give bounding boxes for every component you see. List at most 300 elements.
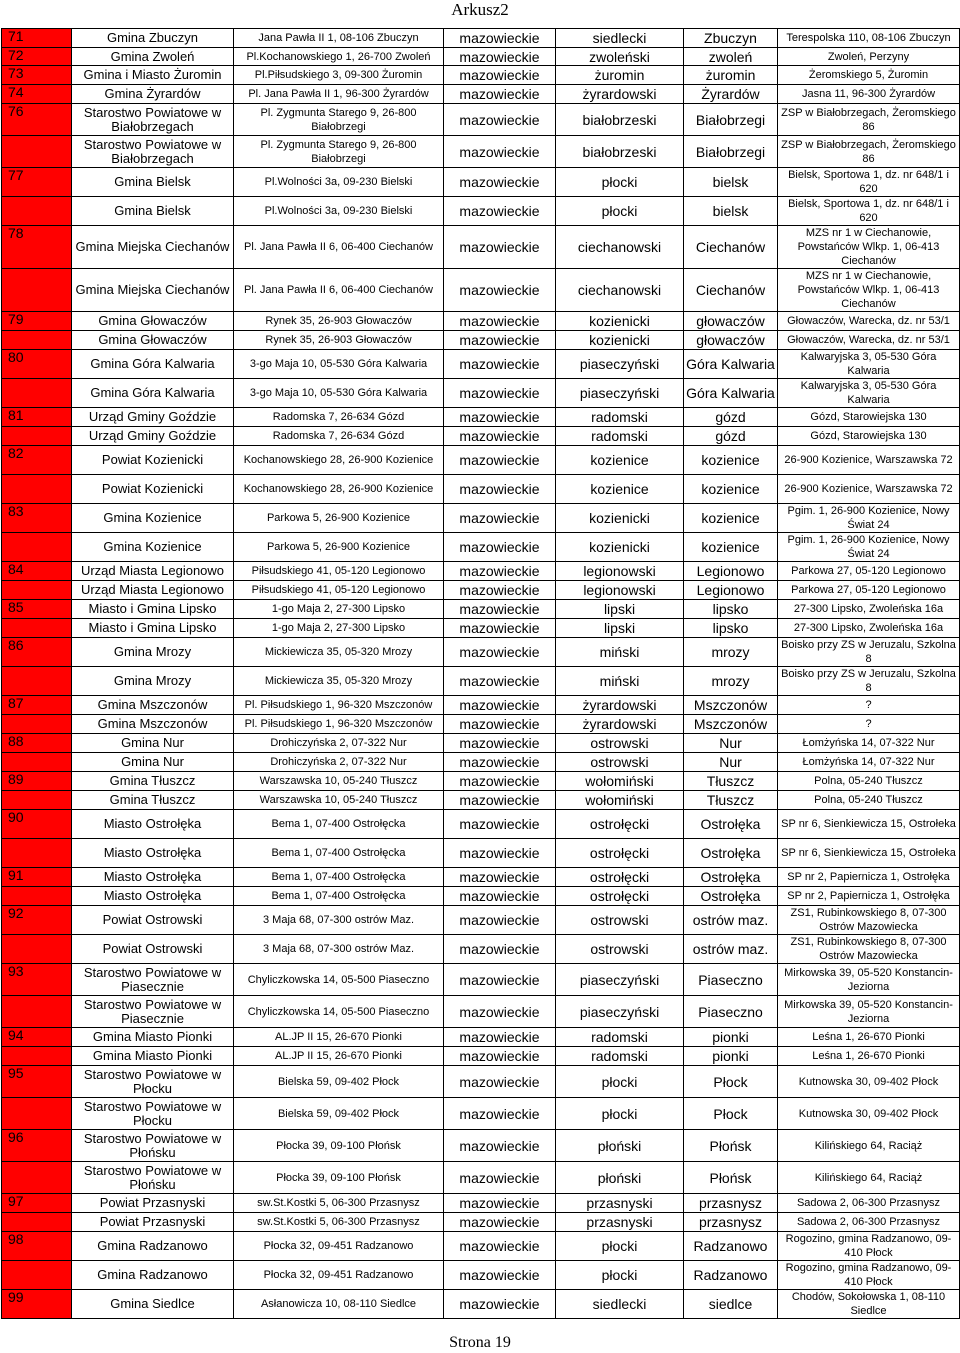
county-cell <box>556 1261 684 1290</box>
location: ? <box>865 718 872 730</box>
commune: Radzanowo <box>693 1238 768 1254</box>
row-number-cell <box>2 29 72 48</box>
entity-name-cell <box>72 197 234 226</box>
row-number-cell <box>2 791 72 810</box>
entity-address-cell <box>234 350 444 379</box>
location-cell <box>778 581 960 600</box>
entity-name: Gmina Kozienice <box>103 539 202 554</box>
county-cell <box>556 1098 684 1130</box>
location-cell <box>778 446 960 475</box>
county-cell <box>556 964 684 996</box>
row-number: 71 <box>8 28 24 44</box>
entity-name: Gmina Nur <box>121 735 184 750</box>
voivodeship-cell <box>444 839 556 868</box>
commune-cell <box>684 66 778 85</box>
table-row <box>2 1066 960 1098</box>
voivodeship: mazowieckie <box>459 510 540 526</box>
row-number: 90 <box>8 809 24 825</box>
voivodeship-cell <box>444 331 556 350</box>
table-row <box>2 427 960 446</box>
location: ? <box>865 699 872 711</box>
county-cell <box>556 85 684 104</box>
voivodeship: mazowieckie <box>459 869 540 885</box>
location: Kutnowska 30, 09-402 Płock <box>798 1107 939 1120</box>
commune-cell <box>684 168 778 197</box>
entity-name-cell <box>72 504 234 533</box>
commune: Ostrołęka <box>700 816 761 832</box>
location: Łomżyńska 14, 07-322 Nur <box>802 737 935 749</box>
entity-address-cell <box>234 734 444 753</box>
entity-name: Miasto i Gmina Lipsko <box>88 620 217 635</box>
row-number: 97 <box>8 1193 24 1209</box>
commune: Ciechanów <box>695 239 766 255</box>
entity-address: Kochanowskiego 28, 26-900 Kozienice <box>243 483 434 495</box>
county: miński <box>599 644 640 660</box>
voivodeship-cell <box>444 996 556 1028</box>
commune: Radzanowo <box>693 1267 768 1283</box>
table-row <box>2 1290 960 1319</box>
entity-address: Pl.Wolności 3a, 09-230 Bielski <box>264 205 413 217</box>
county-cell <box>556 996 684 1028</box>
location: SP nr 6, Sienkiewicza 15, Ostrołeka <box>781 818 956 830</box>
commune: przasnysz <box>698 1195 763 1211</box>
entity-address-cell <box>234 562 444 581</box>
commune: kozienice <box>701 539 760 555</box>
records-table <box>1 28 960 1319</box>
location-cell <box>778 408 960 427</box>
commune-cell <box>684 753 778 772</box>
commune: Góra Kalwaria <box>686 385 775 401</box>
location: Bielsk, Sportowa 1, dz. nr 648/1 i 620 <box>788 198 949 224</box>
row-number: 96 <box>8 1129 24 1145</box>
entity-name: Starostwo Powiatowe w Płocku <box>83 1066 222 1096</box>
location-cell <box>778 562 960 581</box>
county-cell <box>556 48 684 66</box>
voivodeship-cell <box>444 66 556 85</box>
table-row <box>2 1130 960 1162</box>
voivodeship: mazowieckie <box>459 481 540 497</box>
row-number-cell <box>2 379 72 408</box>
row-number: 95 <box>8 1065 24 1081</box>
commune-cell <box>684 868 778 887</box>
county: piaseczyński <box>579 385 660 401</box>
commune: Ostrołęka <box>700 888 761 904</box>
location-cell <box>778 772 960 791</box>
row-number: 83 <box>8 503 24 519</box>
voivodeship: mazowieckie <box>459 1137 540 1154</box>
entity-address-cell <box>234 168 444 197</box>
entity-address: Pl. Zygmunta Starego 9, 26-800 Białobrzegi <box>260 138 417 165</box>
voivodeship-cell <box>444 906 556 935</box>
entity-address-cell <box>234 1098 444 1130</box>
entity-address: Asłanowicza 10, 08-110 Siedlce <box>260 1298 417 1310</box>
county-cell <box>556 1130 684 1162</box>
voivodeship: mazowieckie <box>459 174 540 190</box>
county-cell <box>556 350 684 379</box>
table-row <box>2 533 960 562</box>
entity-address: sw.St.Kostki 5, 06-300 Przasnysz <box>257 1216 420 1228</box>
row-number: 73 <box>8 65 24 81</box>
location-cell <box>778 810 960 839</box>
entity-name-cell <box>72 1162 234 1194</box>
table-row <box>2 226 960 269</box>
table-row <box>2 600 960 619</box>
entity-address-cell <box>234 964 444 996</box>
commune: Płock <box>713 1105 748 1122</box>
entity-name: Powiat Ostrowski <box>102 941 203 956</box>
entity-address-cell <box>234 1130 444 1162</box>
county: płoński <box>597 1137 642 1154</box>
voivodeship: mazowieckie <box>459 697 540 713</box>
county: płocki <box>601 174 638 190</box>
table-row <box>2 379 960 408</box>
voivodeship: mazowieckie <box>459 239 540 255</box>
entity-address: Bema 1, 07-400 Ostrołęcka <box>271 890 406 902</box>
entity-name: Gmina Mszczonów <box>97 716 208 731</box>
voivodeship-cell <box>444 48 556 66</box>
location: Parkowa 27, 05-120 Legionowo <box>791 565 946 577</box>
commune: Ostrołęka <box>700 869 761 885</box>
commune-cell <box>684 810 778 839</box>
location-cell <box>778 935 960 964</box>
location-cell <box>778 427 960 446</box>
voivodeship-cell <box>444 1261 556 1290</box>
location-cell <box>778 85 960 104</box>
commune-cell <box>684 197 778 226</box>
county: ostrowski <box>590 754 649 770</box>
county: radomski <box>591 1048 648 1064</box>
location: Parkowa 27, 05-120 Legionowo <box>791 584 946 596</box>
county-cell <box>556 427 684 446</box>
voivodeship: mazowieckie <box>459 716 540 732</box>
location: Polna, 05-240 Tłuszcz <box>814 794 923 806</box>
entity-name-cell <box>72 168 234 197</box>
county-cell <box>556 379 684 408</box>
row-number-cell <box>2 1194 72 1213</box>
row-number: 99 <box>8 1289 24 1305</box>
location: 27-300 Lipsko, Zwoleńska 16a <box>793 603 944 615</box>
county: lipski <box>603 601 636 617</box>
entity-name-cell <box>72 104 234 136</box>
row-number: 82 <box>8 445 24 461</box>
entity-address: Warszawska 10, 05-240 Tłuszcz <box>259 794 418 806</box>
entity-address-cell <box>234 197 444 226</box>
table-row <box>2 1047 960 1066</box>
entity-address: Drohiczyńska 2, 07-322 Nur <box>270 737 407 749</box>
commune: Białobrzegi <box>695 143 766 160</box>
county-cell <box>556 1213 684 1232</box>
row-number-cell <box>2 168 72 197</box>
voivodeship-cell <box>444 935 556 964</box>
commune-cell <box>684 1066 778 1098</box>
row-number: 89 <box>8 771 24 787</box>
location-cell <box>778 839 960 868</box>
commune-cell <box>684 600 778 619</box>
entity-name: Powiat Kozienicki <box>101 452 204 467</box>
entity-address-cell <box>234 85 444 104</box>
commune-cell <box>684 312 778 331</box>
row-number-cell <box>2 696 72 715</box>
location: Rogozino, gmina Radzanowo, 09-410 Płock <box>785 1262 952 1288</box>
voivodeship: mazowieckie <box>459 48 540 65</box>
table-row <box>2 1232 960 1261</box>
commune: Legionowo <box>696 563 765 579</box>
entity-name: Gmina Nur <box>121 754 184 769</box>
row-number-cell <box>2 562 72 581</box>
county-cell <box>556 408 684 427</box>
table-row <box>2 1261 960 1290</box>
commune: głowaczów <box>696 313 765 329</box>
voivodeship-cell <box>444 868 556 887</box>
entity-name: Gmina Kozienice <box>103 510 202 525</box>
entity-address: Bema 1, 07-400 Ostrołęcka <box>271 847 406 859</box>
location-cell <box>778 734 960 753</box>
entity-name-cell <box>72 887 234 906</box>
entity-address: Radomska 7, 26-634 Gózd <box>272 411 405 423</box>
voivodeship-cell <box>444 887 556 906</box>
commune: bielsk <box>712 203 749 219</box>
location: SP nr 2, Papiernicza 1, Ostrołęka <box>787 871 950 883</box>
entity-address-cell <box>234 66 444 85</box>
location: 26-900 Kozienice, Warszawska 72 <box>784 454 953 466</box>
entity-name: Gmina i Miasto Żuromin <box>83 67 222 82</box>
location: Żeromskiego 5, Żuromin <box>808 69 929 81</box>
row-number-cell <box>2 1028 72 1047</box>
county: białobrzeski <box>582 111 657 128</box>
entity-name-cell <box>72 1290 234 1319</box>
voivodeship-cell <box>444 136 556 168</box>
commune-cell <box>684 1047 778 1066</box>
county: przasnyski <box>586 1214 653 1230</box>
commune-cell <box>684 427 778 446</box>
commune-cell <box>684 104 778 136</box>
voivodeship-cell <box>444 667 556 696</box>
entity-name-cell <box>72 350 234 379</box>
entity-name: Starostwo Powiatowe w Białobrzegach <box>83 104 222 134</box>
entity-address: Pl.Kochanowskiego 1, 26-700 Zwoleń <box>246 50 431 63</box>
entity-address-cell <box>234 1232 444 1261</box>
county-cell <box>556 562 684 581</box>
voivodeship: mazowieckie <box>459 1105 540 1122</box>
location: Kalwaryjska 3, 05-530 Góra Kalwaria <box>800 380 937 406</box>
entity-address: Chyliczkowska 14, 05-500 Piaseczno <box>247 1005 430 1018</box>
entity-address: Pl. Piłsudskiego 1, 96-320 Mszczonów <box>244 699 433 711</box>
location-cell <box>778 66 960 85</box>
commune-cell <box>684 331 778 350</box>
voivodeship-cell <box>444 734 556 753</box>
entity-name-cell <box>72 581 234 600</box>
row-number-cell <box>2 1261 72 1290</box>
entity-address: Pl.Piłsudskiego 3, 09-300 Żuromin <box>254 69 423 81</box>
entity-address: 3 Maja 68, 07-300 ostrów Maz. <box>262 943 415 955</box>
commune-cell <box>684 906 778 935</box>
location: Sadowa 2, 06-300 Przasnysz <box>796 1216 941 1228</box>
commune-cell <box>684 379 778 408</box>
entity-name: Gmina Miasto Pionki <box>92 1048 213 1063</box>
voivodeship-cell <box>444 446 556 475</box>
county: miński <box>599 673 640 689</box>
county-cell <box>556 331 684 350</box>
row-number: 91 <box>8 867 24 883</box>
commune-cell <box>684 446 778 475</box>
county: wołomiński <box>585 773 654 789</box>
entity-name: Gmina Miasto Pionki <box>92 1029 213 1044</box>
entity-address-cell <box>234 791 444 810</box>
entity-name-cell <box>72 1194 234 1213</box>
county-cell <box>556 66 684 85</box>
entity-name: Gmina Siedlce <box>110 1296 195 1311</box>
table-row <box>2 619 960 638</box>
commune: pionki <box>712 1048 749 1064</box>
entity-address: Bema 1, 07-400 Ostrołęcka <box>271 871 406 883</box>
county-cell <box>556 696 684 715</box>
county: płocki <box>601 203 638 219</box>
entity-address-cell <box>234 667 444 696</box>
voivodeship-cell <box>444 562 556 581</box>
entity-name-cell <box>72 1028 234 1047</box>
commune-cell <box>684 581 778 600</box>
voivodeship-cell <box>444 715 556 734</box>
voivodeship: mazowieckie <box>459 203 540 219</box>
location: ZSP w Białobrzegach, Żeromskiego 86 <box>781 138 956 165</box>
row-number-cell <box>2 269 72 312</box>
row-number: 87 <box>8 695 24 711</box>
location: 27-300 Lipsko, Zwoleńska 16a <box>793 622 944 634</box>
county-cell <box>556 753 684 772</box>
county-cell <box>556 715 684 734</box>
entity-address-cell <box>234 136 444 168</box>
row-number-cell <box>2 1213 72 1232</box>
county-cell <box>556 638 684 667</box>
county: kozienicki <box>589 313 650 329</box>
entity-address-cell <box>234 868 444 887</box>
table-row <box>2 446 960 475</box>
voivodeship-cell <box>444 1066 556 1098</box>
row-number-cell <box>2 887 72 906</box>
county: wołomiński <box>585 792 654 808</box>
voivodeship-cell <box>444 600 556 619</box>
entity-address: Pl. Piłsudskiego 1, 96-320 Mszczonów <box>244 718 433 730</box>
row-number: 84 <box>8 561 24 577</box>
entity-address-cell <box>234 504 444 533</box>
county-cell <box>556 791 684 810</box>
table-row <box>2 964 960 996</box>
voivodeship: mazowieckie <box>459 1214 540 1230</box>
location-cell <box>778 1098 960 1130</box>
row-number: 94 <box>8 1027 24 1043</box>
commune: żuromin <box>705 67 756 83</box>
location-cell <box>778 791 960 810</box>
commune: mrozy <box>711 644 750 660</box>
county-cell <box>556 197 684 226</box>
commune-cell <box>684 791 778 810</box>
row-number-cell <box>2 753 72 772</box>
entity-name-cell <box>72 85 234 104</box>
row-number: 92 <box>8 905 24 921</box>
location-cell <box>778 104 960 136</box>
entity-name-cell <box>72 996 234 1028</box>
row-number-cell <box>2 504 72 533</box>
county-cell <box>556 1290 684 1319</box>
county: legionowski <box>583 563 656 579</box>
county-cell <box>556 136 684 168</box>
county: piaseczyński <box>579 356 660 372</box>
entity-name: Miasto Ostrołęka <box>103 869 202 884</box>
entity-address: Pl. Zygmunta Starego 9, 26-800 Białobrzegi <box>260 106 417 133</box>
row-number-cell <box>2 600 72 619</box>
entity-address-cell <box>234 533 444 562</box>
entity-name-cell <box>72 1261 234 1290</box>
table-row <box>2 48 960 66</box>
voivodeship: mazowieckie <box>459 1296 540 1312</box>
county: żyrardowski <box>582 716 657 732</box>
entity-name: Miasto Ostrołęka <box>103 845 202 860</box>
commune-cell <box>684 408 778 427</box>
commune-cell <box>684 887 778 906</box>
table-row <box>2 791 960 810</box>
voivodeship-cell <box>444 350 556 379</box>
entity-address: AL.JP II 15, 26-670 Pionki <box>275 1031 402 1043</box>
table-row <box>2 887 960 906</box>
location-cell <box>778 312 960 331</box>
entity-address: Pl. Jana Pawła II 6, 06-400 Ciechanów <box>244 241 433 253</box>
row-number-cell <box>2 226 72 269</box>
county: ostrołęcki <box>589 845 650 861</box>
entity-name: Gmina Radzanowo <box>97 1267 208 1282</box>
entity-name-cell <box>72 868 234 887</box>
entity-name: Miasto Ostrołęka <box>103 816 202 831</box>
location-cell <box>778 331 960 350</box>
commune: Piaseczno <box>698 971 763 988</box>
voivodeship-cell <box>444 772 556 791</box>
entity-name-cell <box>72 715 234 734</box>
entity-address-cell <box>234 996 444 1028</box>
voivodeship-cell <box>444 197 556 226</box>
entity-name-cell <box>72 734 234 753</box>
entity-address-cell <box>234 226 444 269</box>
county-cell <box>556 906 684 935</box>
entity-name: Starostwo Powiatowe w Płońsku <box>83 1162 222 1192</box>
voivodeship-cell <box>444 85 556 104</box>
location-cell <box>778 638 960 667</box>
county-cell <box>556 1232 684 1261</box>
row-number-cell <box>2 1098 72 1130</box>
location-cell <box>778 379 960 408</box>
entity-address-cell <box>234 1290 444 1319</box>
location-cell <box>778 1213 960 1232</box>
commune: ostrów maz. <box>692 912 769 928</box>
location-cell <box>778 868 960 887</box>
county: radomski <box>591 1029 648 1045</box>
county-cell <box>556 600 684 619</box>
entity-address: 3-go Maja 10, 05-530 Góra Kalwaria <box>249 358 428 370</box>
entity-name: Gmina Żyrardów <box>104 86 201 101</box>
entity-name-cell <box>72 48 234 66</box>
row-number-cell <box>2 868 72 887</box>
page-footer: Strona 19 <box>449 1334 511 1351</box>
row-number: 76 <box>8 103 24 119</box>
commune: kozienice <box>701 510 760 526</box>
entity-address-cell <box>234 1213 444 1232</box>
county: ostrołęcki <box>589 888 650 904</box>
entity-address: Kochanowskiego 28, 26-900 Kozienice <box>243 454 434 466</box>
row-number-cell <box>2 667 72 696</box>
location: Boisko przy ZS w Jeruzalu, Szkolna 8 <box>781 668 956 694</box>
row-number-cell <box>2 935 72 964</box>
voivodeship: mazowieckie <box>459 30 540 46</box>
voivodeship-cell <box>444 1098 556 1130</box>
county: siedlecki <box>592 30 647 46</box>
